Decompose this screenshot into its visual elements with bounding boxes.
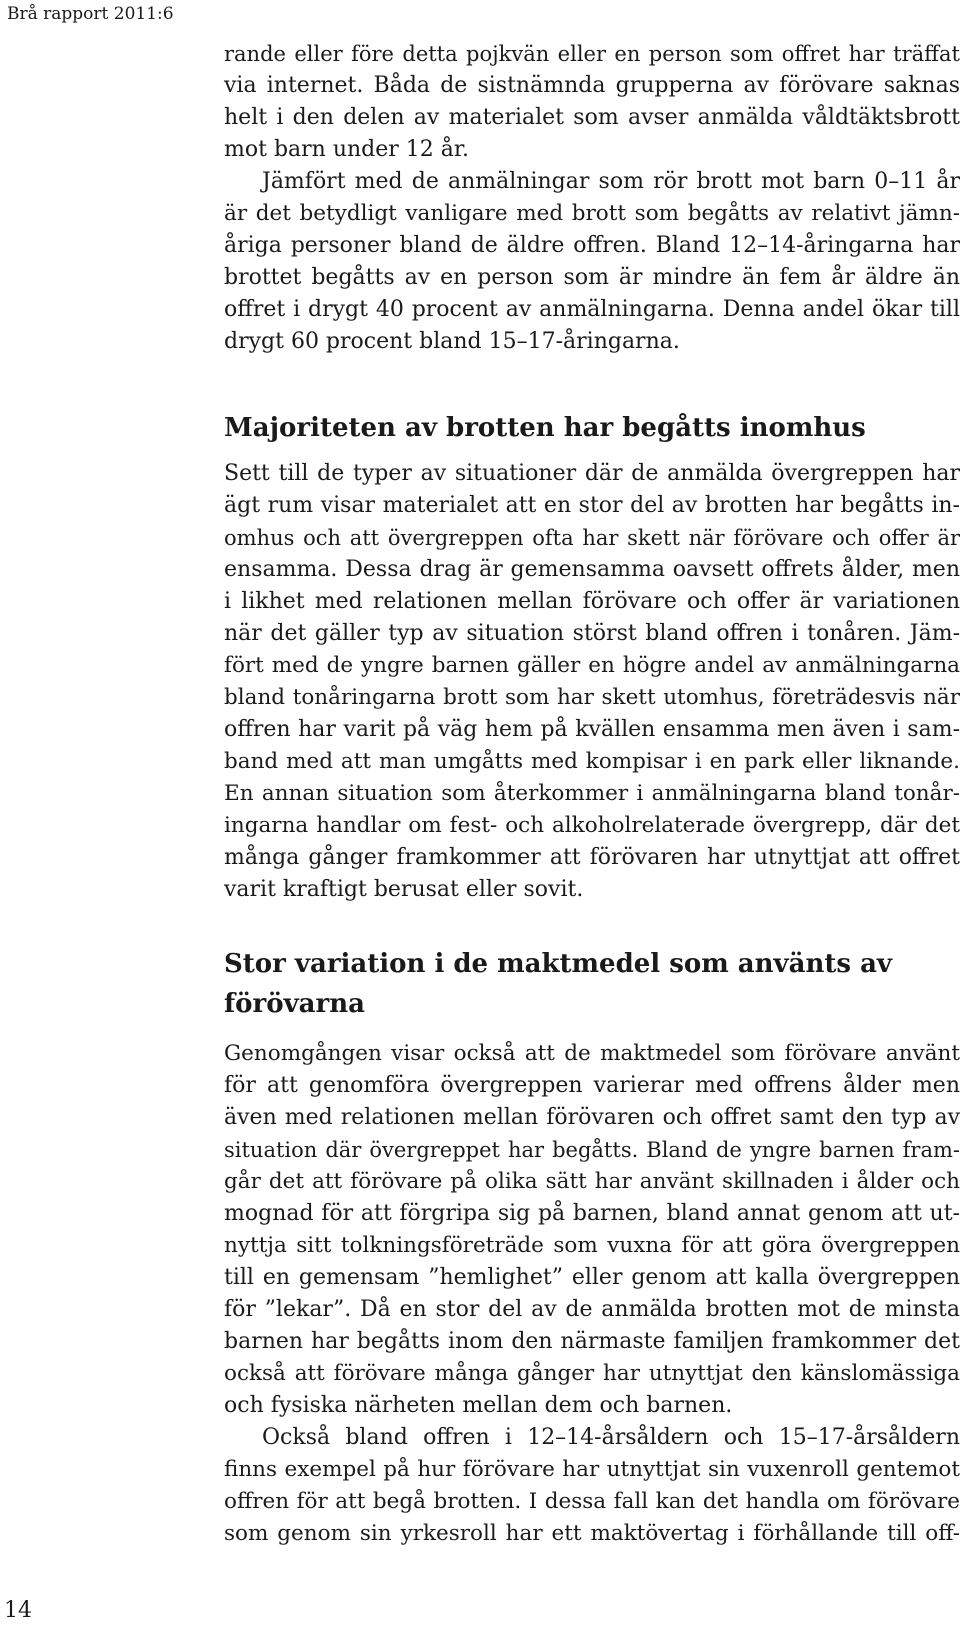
text-line: barnen har begåtts inom den närmaste familjen framkommer det — [224, 1329, 960, 1354]
text-line: mognad för att förgripa sig på barnen, bland annat genom att ut- — [224, 1201, 960, 1226]
text-line: drygt 60 procent bland 15–17-åringarna. — [224, 329, 680, 354]
text-line: band med att man umgåtts med kompisar i en park eller liknande. — [224, 749, 960, 774]
text-line: rande eller före detta pojkvän eller en person som offret har träffat — [224, 42, 960, 66]
page-number: 14 — [4, 1598, 32, 1623]
text-line: situation där övergreppet har begåtts. Bland de yngre barnen fram- — [224, 1138, 960, 1162]
text-line: helt i den delen av materialet som avser anmälda våldtäktsbrott — [224, 105, 960, 130]
text-line: många gånger framkommer att förövaren har utnyttjat att offret — [224, 845, 960, 870]
text-line: En annan situation som återkommer i anmälningarna bland tonår- — [224, 781, 960, 806]
text-line: som genom sin yrkesroll har ett maktövertag i förhållande till off- — [224, 1521, 960, 1546]
text-line: åriga personer bland de äldre offren. Bland 12–14-åringarna har — [224, 233, 960, 258]
text-line: Jämfört med de anmälningar som rör brott mot barn 0–11 år — [262, 169, 960, 194]
text-line: för ”lekar”. Då en stor del av de anmälda brotten mot de minsta — [224, 1297, 960, 1322]
text-line: offret i drygt 40 procent av anmälningarna. Denna andel ökar till — [224, 297, 960, 322]
text-line: också att förövare många gånger har utnyttjat den känslomässiga — [224, 1361, 960, 1386]
text-line: även med relationen mellan förövaren och offret samt den typ av — [224, 1105, 960, 1130]
text-line: omhus och att övergreppen ofta har skett när förövare och offer är — [224, 526, 960, 550]
text-line: varit kraftigt berusat eller sovit. — [224, 877, 584, 902]
text-line: nyttja sitt tolkningsföreträde som vuxna för att göra övergreppen — [224, 1233, 960, 1258]
text-line: till en gemensam ”hemlighet” eller genom att kalla övergreppen — [224, 1265, 960, 1290]
text-line: för att genomföra övergreppen varierar med offrens ålder men — [224, 1073, 960, 1098]
text-line: offren har varit på väg hem på kvällen ensamma men även i sam- — [224, 717, 960, 742]
text-line: offren för att begå brotten. I dessa fall kan det handla om förövare — [224, 1489, 960, 1514]
section-heading: Majoriteten av brotten har begåtts inomhus — [224, 413, 866, 443]
text-line: via internet. Båda de sistnämnda grupperna av förövare saknas — [224, 73, 960, 98]
text-line: ensamma. Dessa drag är gemensamma oavsett offrets ålder, men — [224, 557, 960, 582]
text-line: finns exempel på hur förövare har utnyttjat sin vuxenroll gentemot — [224, 1457, 960, 1482]
text-line: ägt rum visar materialet att en stor del av brotten har begåtts in- — [224, 493, 960, 518]
text-line: bland tonåringarna brott som har skett utomhus, företrädesvis när — [224, 685, 960, 710]
text-line: är det betydligt vanligare med brott som begåtts av relativt jämn- — [224, 201, 960, 226]
text-line: brottet begåtts av en person som är mindre än fem år äldre än — [224, 265, 960, 290]
text-line: fört med de yngre barnen gäller en högre andel av anmälningarna — [224, 653, 960, 678]
text-line: Också bland offren i 12–14-årsåldern och 15–17-årsåldern — [262, 1425, 960, 1450]
text-line: ingarna handlar om fest- och alkoholrelaterade övergrepp, där det — [224, 813, 960, 838]
text-line: mot barn under 12 år. — [224, 137, 469, 162]
section-heading-line: Stor variation i de maktmedel som använts av — [224, 949, 893, 979]
text-line: i likhet med relationen mellan förövare och offer är variationen — [224, 589, 960, 614]
text-line: går det att förövare på olika sätt har använt skillnaden i ålder och — [224, 1169, 960, 1194]
running-header: Brå rapport 2011:6 — [7, 4, 174, 24]
text-line: när det gäller typ av situation störst bland offren i tonåren. Jäm- — [224, 621, 960, 646]
text-line: och fysiska närheten mellan dem och barnen. — [224, 1393, 733, 1418]
text-line: Sett till de typer av situationer där de anmälda övergreppen har — [224, 461, 960, 486]
section-heading-line: förövarna — [224, 989, 365, 1019]
text-line: Genomgången visar också att de maktmedel som förövare använt — [224, 1041, 960, 1066]
